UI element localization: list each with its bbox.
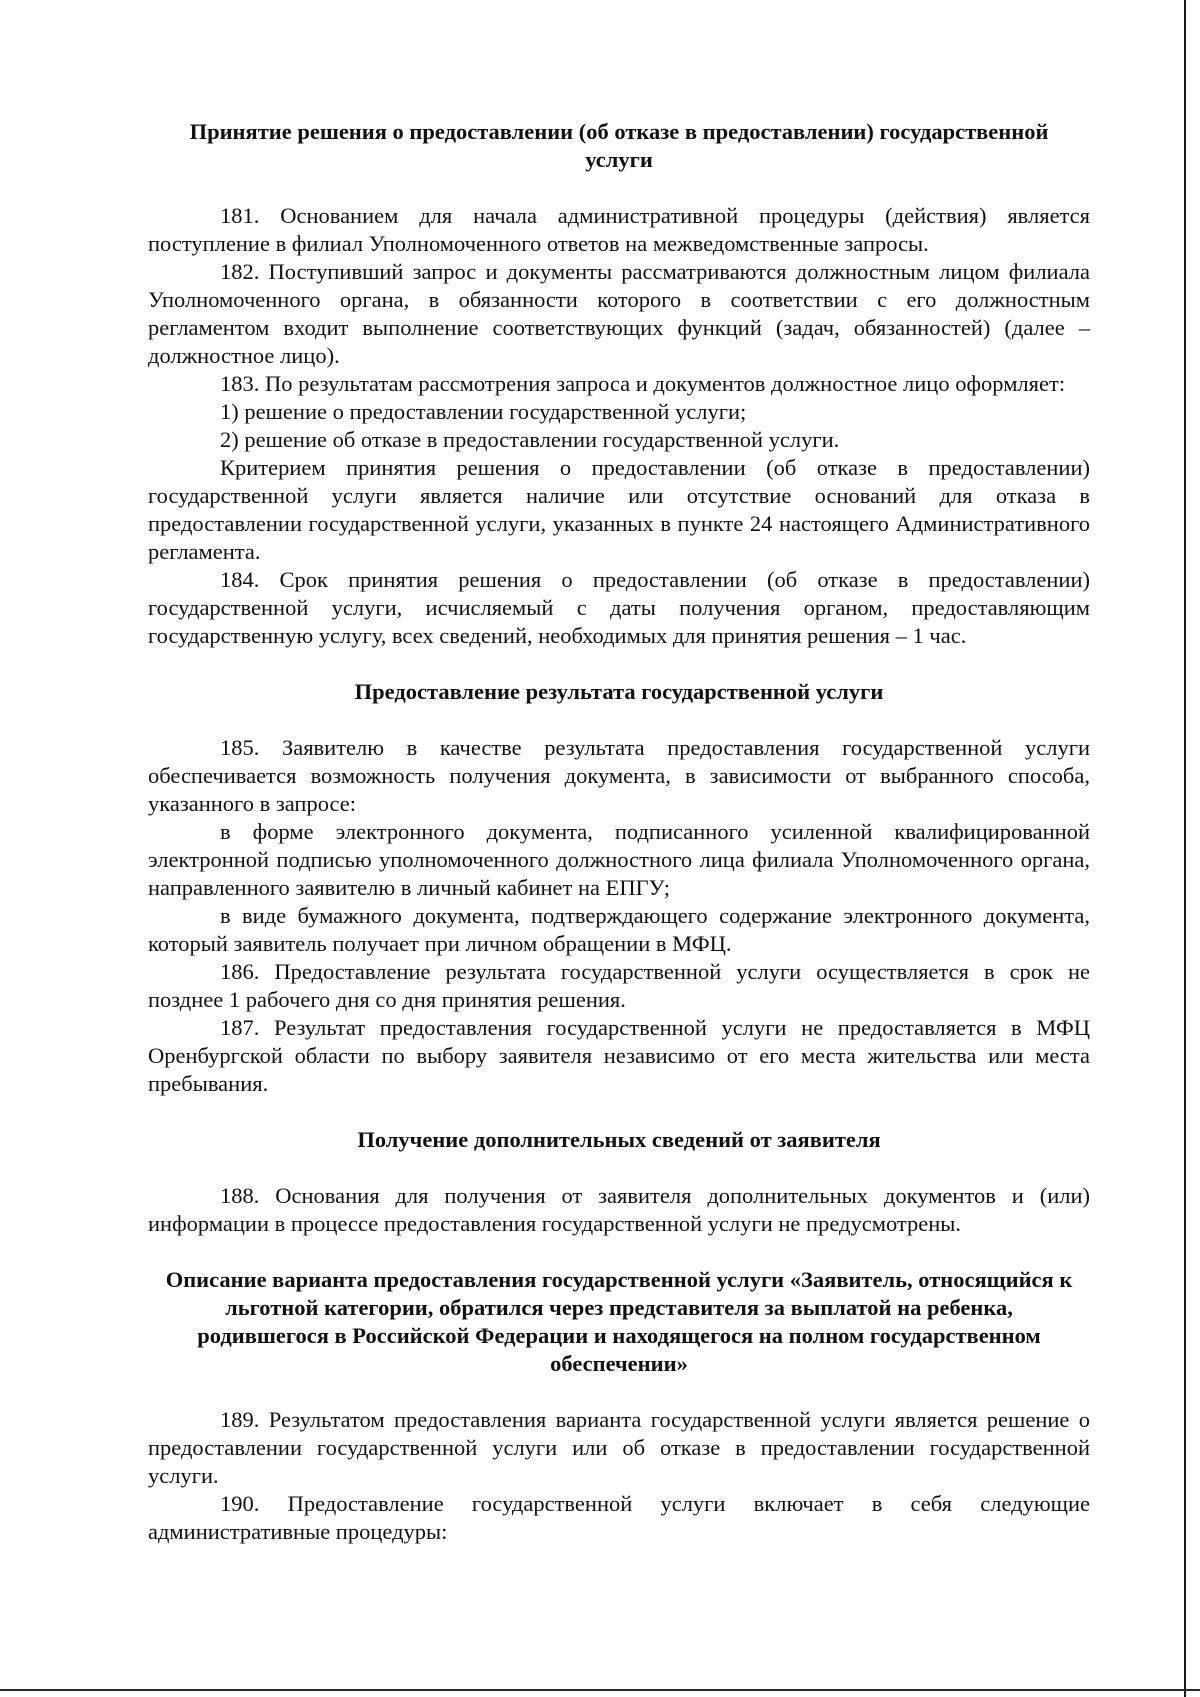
scan-edge-right (1184, 0, 1186, 1697)
paragraph-185-paper: в виде бумажного документа, подтверждающего содержание электронного документа, который заявитель получает при личном обращении в МФЦ. (148, 903, 1090, 956)
paragraph-183-item-1: 1) решение о предоставлении государственной услуги; (220, 399, 747, 424)
paragraph-185-electronic: в форме электронного документа, подписанного усиленной квалифицированной электронной подписью уполномоченного должностного лица филиала Уполномоченного органа, направленного заявителю в личный кабинет на ЕПГУ; (148, 819, 1090, 900)
paragraph-181: 181. Основанием для начала административной процедуры (действия) является поступление в филиал Уполномоченного ответов на межведомственные запросы. (148, 203, 1090, 256)
paragraph-186: 186. Предоставление результата государственной услуги осуществляется в срок не позднее 1 рабочего дня со дня принятия решения. (148, 959, 1090, 1012)
section-heading-decision: Принятие решения о предоставлении (об отказе в предоставлении) государственной услуги (189, 119, 1049, 172)
paragraph-188: 188. Основания для получения от заявителя дополнительных документов и (или) информации в процессе предоставления государственной услуги не предусмотрены. (148, 1183, 1090, 1236)
scan-edge-bottom (0, 1689, 1200, 1691)
paragraph-182: 182. Поступивший запрос и документы рассматриваются должностным лицом филиала Уполномоченного органа, в обязанности которого в соответствии с его должностным регламентом входит выполнение соответствующих функций (задач, обязанностей) (далее – должностное лицо). (148, 259, 1090, 368)
section-heading-result: Предоставление результата государственной услуги (354, 679, 884, 704)
document-body (148, 118, 1090, 1546)
paragraph-187: 187. Результат предоставления государственной услуги не предоставляется в МФЦ Оренбургской области по выбору заявителя независимо от его места жительства или места пребывания. (148, 1015, 1090, 1096)
paragraph-183-item-2: 2) решение об отказе в предоставлении государственной услуги. (220, 427, 840, 452)
section-heading-variant: Описание варианта предоставления государственной услуги «Заявитель, относящийся к льготной категории, обратился через представителя за выплатой на ребенка, родившегося в Российской Федерации и находящегося на полном государственном обеспечении» (165, 1267, 1073, 1376)
paragraph-184: 184. Срок принятия решения о предоставлении (об отказе в предоставлении) государственной услуги, исчисляемый с даты получения органом, предоставляющим государственную услугу, всех сведений, необходимых для принятия решения – 1 час. (148, 567, 1090, 648)
paragraph-190: 190. Предоставление государственной услуги включает в себя следующие административные процедуры: (148, 1491, 1090, 1544)
paragraph-183: 183. По результатам рассмотрения запроса и документов должностное лицо оформляет: (220, 371, 1066, 396)
paragraph-criterion: Критерием принятия решения о предоставлении (об отказе в предоставлении) государственной услуги является наличие или отсутствие оснований для отказа в предоставлении государственной услуги, указанных в пункте 24 настоящего Административного регламента. (148, 455, 1090, 564)
paragraph-189: 189. Результатом предоставления варианта государственной услуги является решение о предоставлении государственной услуги или об отказе в предоставлении государственной услуги. (148, 1407, 1090, 1488)
paragraph-185: 185. Заявителю в качестве результата предоставления государственной услуги обеспечивается возможность получения документа, в зависимости от выбранного способа, указанного в запросе: (148, 735, 1090, 816)
section-heading-additional-info: Получение дополнительных сведений от заявителя (357, 1127, 881, 1152)
